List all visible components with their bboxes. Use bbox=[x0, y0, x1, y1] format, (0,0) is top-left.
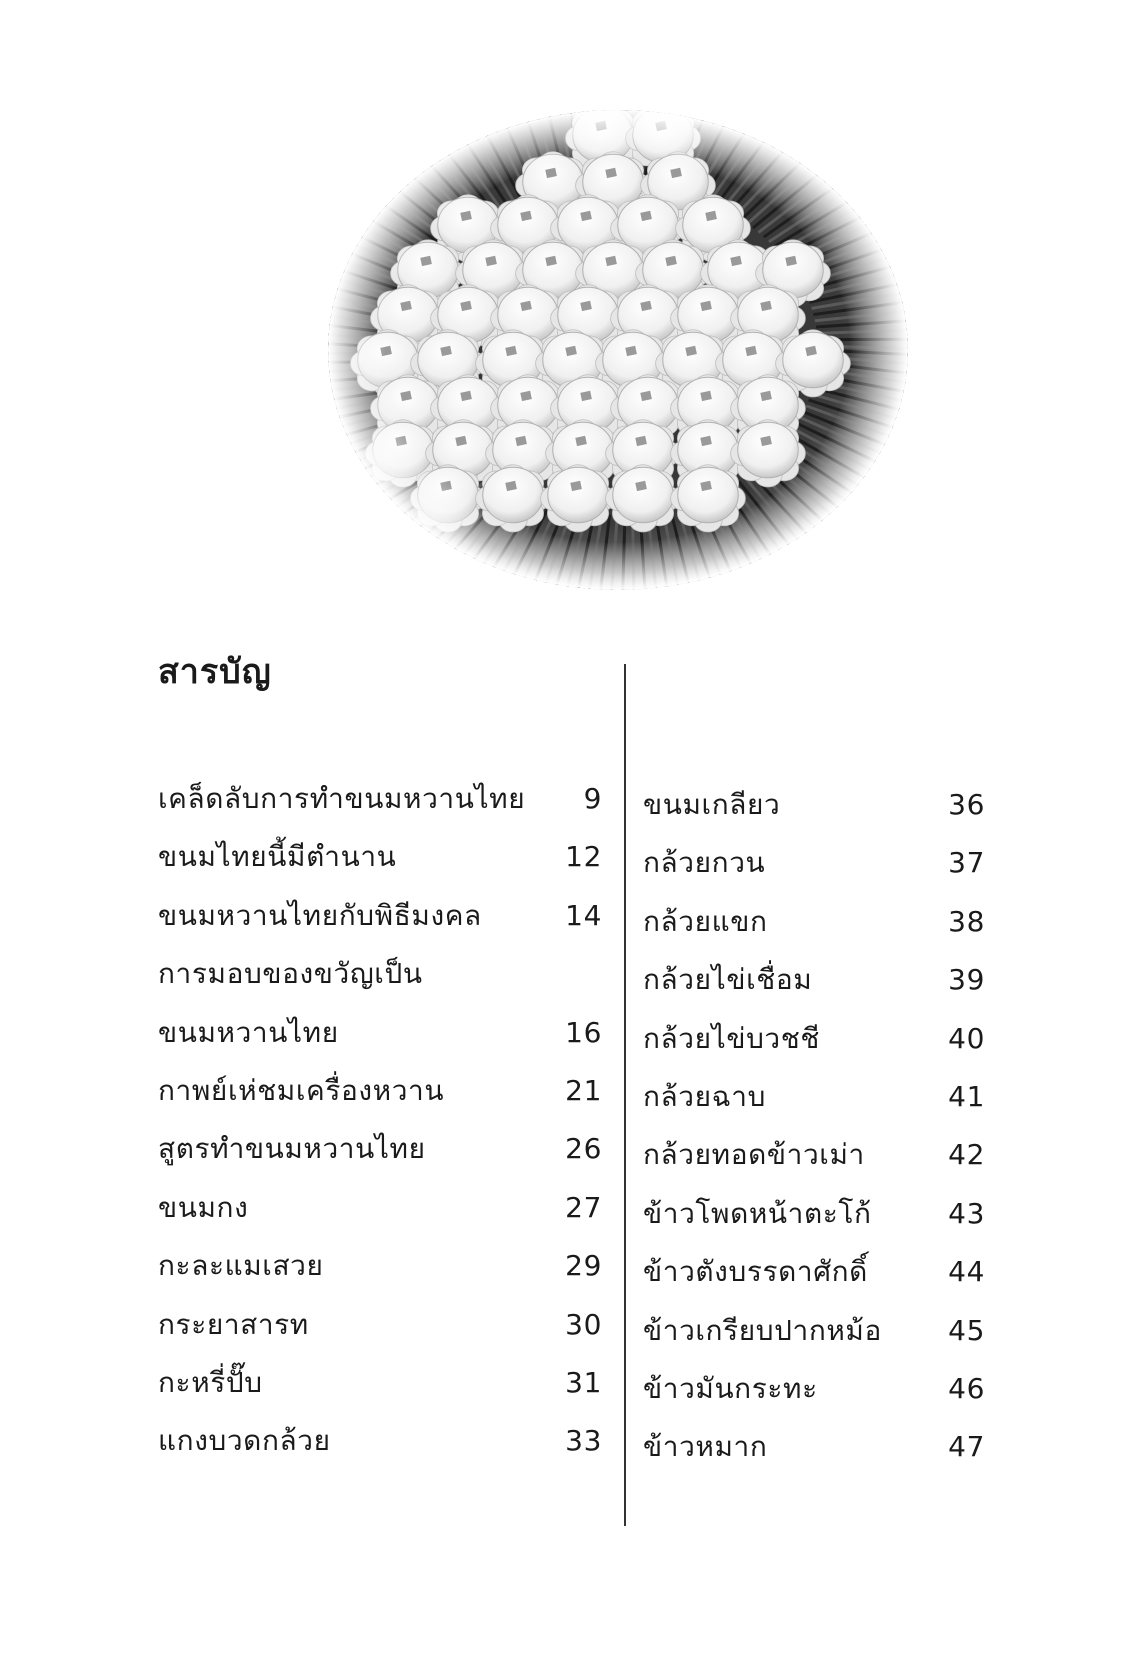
toc-entry-page: 45 bbox=[948, 1313, 985, 1347]
toc-entry-page: 27 bbox=[565, 1190, 602, 1224]
toc-entry-page: 41 bbox=[948, 1079, 985, 1113]
toc-entry bbox=[643, 1126, 985, 1184]
toc-entry-title: กล้วยไข่เชื่อม bbox=[643, 963, 813, 997]
toc-right-column bbox=[643, 776, 985, 1477]
toc-entry bbox=[158, 1179, 602, 1237]
toc-entry-title: กล้วยไข่บวชชี bbox=[643, 1021, 820, 1055]
toc-entry bbox=[643, 1010, 985, 1068]
toc-entry-title: ข้าวเกรียบปากหม้อ bbox=[643, 1313, 882, 1347]
toc-entry bbox=[158, 828, 602, 886]
toc-entry-page: 21 bbox=[565, 1073, 602, 1107]
toc-entry-page: 16 bbox=[565, 1015, 602, 1049]
toc-entry bbox=[158, 1120, 602, 1178]
toc-entry-title: ขนมเกลียว bbox=[643, 788, 781, 821]
dessert-tray-photo bbox=[318, 100, 918, 620]
toc-entry-title: ข้าวมันกระทะ bbox=[643, 1371, 818, 1405]
toc-entry-title: การมอบของขวัญเป็น bbox=[158, 957, 423, 991]
toc-entry-title: เคล็ดลับการทำขนมหวานไทย bbox=[158, 782, 526, 815]
toc-entry-page: 38 bbox=[948, 904, 985, 938]
toc-entry bbox=[158, 1062, 602, 1120]
toc-entry bbox=[158, 1412, 602, 1470]
toc-entry-title: แกงบวดกล้วย bbox=[158, 1424, 331, 1458]
toc-entry bbox=[158, 945, 602, 1003]
toc-entry-page: 42 bbox=[948, 1138, 985, 1172]
toc-entry bbox=[158, 1296, 602, 1354]
toc-entry-title: กล้วยกวน bbox=[643, 846, 766, 880]
toc-entry bbox=[158, 1354, 602, 1412]
toc-entry-title: กล้วยแขก bbox=[643, 904, 768, 938]
toc-entry bbox=[643, 1360, 985, 1418]
toc-entry-title: ขนมไทยนี้มีตำนาน bbox=[158, 840, 397, 874]
toc-title: สารบัญ bbox=[158, 652, 272, 692]
toc-entry-title: ข้าวหมาก bbox=[643, 1430, 768, 1464]
toc-entry-page: 29 bbox=[565, 1249, 602, 1283]
toc-entry-title: ข้าวโพดหน้าตะโก้ bbox=[643, 1196, 872, 1230]
toc-entry-title: ขนมกง bbox=[158, 1190, 249, 1224]
toc-entry-page: 46 bbox=[948, 1371, 985, 1405]
toc-entry-page: 36 bbox=[948, 788, 985, 821]
toc-entry bbox=[158, 887, 602, 945]
toc-entry bbox=[643, 1418, 985, 1476]
toc-entry-page: 47 bbox=[948, 1430, 985, 1464]
toc-entry-title: ข้าวตังบรรดาศักดิ์ bbox=[643, 1255, 868, 1289]
toc-entry-title: ขนมหวานไทย bbox=[158, 1015, 339, 1049]
toc-entry bbox=[158, 1237, 602, 1295]
toc-entry-title: กล้วยทอดข้าวเม่า bbox=[643, 1138, 865, 1172]
toc-entry bbox=[643, 951, 985, 1009]
toc-entry-page: 31 bbox=[565, 1365, 602, 1399]
toc-entry bbox=[158, 1004, 602, 1062]
toc-entry-page: 26 bbox=[565, 1132, 602, 1166]
column-divider bbox=[624, 664, 626, 1526]
toc-entry-title: กะละแมเสวย bbox=[158, 1249, 324, 1283]
toc-entry bbox=[643, 1243, 985, 1301]
toc-entry-title: สูตรทำขนมหวานไทย bbox=[158, 1132, 426, 1166]
dessert-tray-illustration bbox=[318, 100, 918, 620]
toc-entry-page: 12 bbox=[565, 840, 602, 874]
toc-entry-page: 9 bbox=[583, 782, 602, 815]
toc-entry-title: กาพย์เห่ชมเครื่องหวาน bbox=[158, 1073, 445, 1107]
toc-left-column bbox=[158, 770, 602, 1471]
toc-entry bbox=[643, 1302, 985, 1360]
toc-entry bbox=[643, 893, 985, 951]
toc-entry-page: 30 bbox=[565, 1307, 602, 1341]
toc-entry-title: กล้วยฉาบ bbox=[643, 1079, 767, 1113]
toc-entry-page: 44 bbox=[948, 1255, 985, 1289]
toc-entry-page: 39 bbox=[948, 963, 985, 997]
toc-entry bbox=[643, 834, 985, 892]
toc-entry-page: 33 bbox=[565, 1424, 602, 1458]
toc-entry bbox=[158, 770, 602, 828]
toc-entry-page: 14 bbox=[565, 898, 602, 932]
toc-entry bbox=[643, 776, 985, 834]
toc-entry-title: ขนมหวานไทยกับพิธีมงคล bbox=[158, 898, 482, 932]
toc-entry-page: 37 bbox=[948, 846, 985, 880]
toc-entry-title: กะหรี่ปั๊บ bbox=[158, 1365, 263, 1399]
toc-entry-page: 40 bbox=[948, 1021, 985, 1055]
toc-entry-page: 43 bbox=[948, 1196, 985, 1230]
toc-entry bbox=[643, 1185, 985, 1243]
toc-entry-title: กระยาสารท bbox=[158, 1307, 309, 1341]
toc-entry bbox=[643, 1068, 985, 1126]
